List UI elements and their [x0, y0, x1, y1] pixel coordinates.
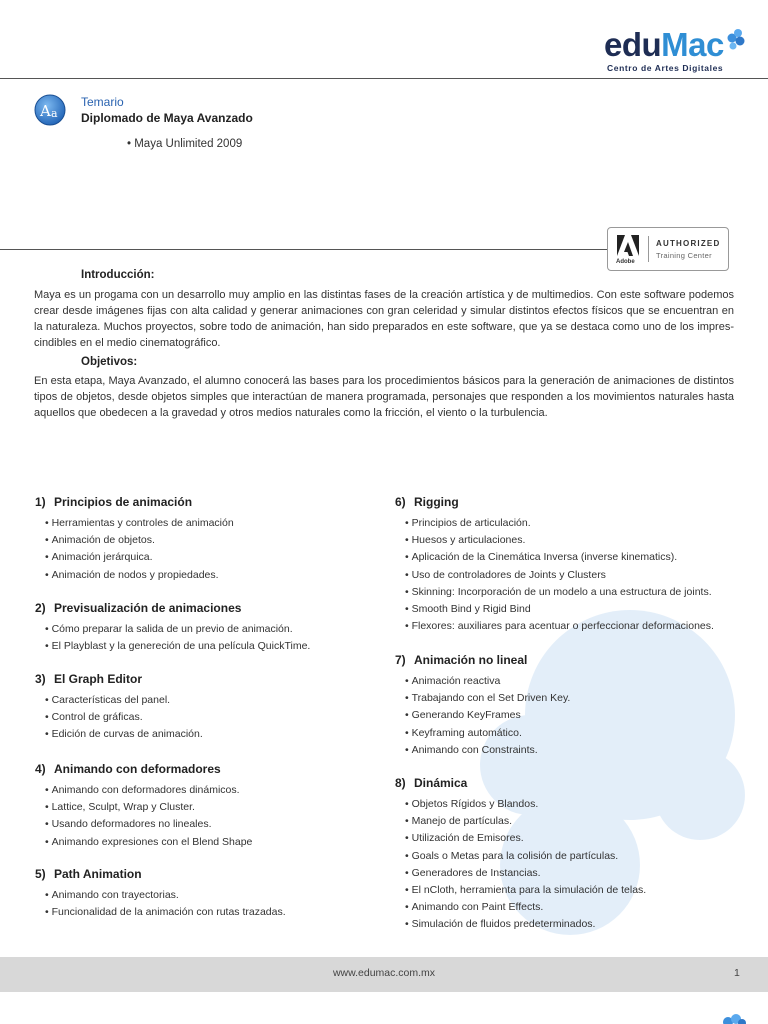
module-item: • Animación jerárquica.: [45, 549, 234, 566]
module-item: • Control de gráficas.: [45, 709, 203, 726]
module-item: • Manejo de partículas.: [405, 813, 646, 830]
module-number: 8): [395, 776, 406, 790]
module-item: • Trabajando con el Set Driven Key.: [405, 690, 570, 707]
module-title: Principios de animación: [54, 495, 193, 509]
module-item: • Smooth Bind y Rigid Bind: [405, 601, 714, 618]
objectives-heading: Objetivos:: [81, 356, 138, 368]
module-item: • Keyframing automático.: [405, 725, 570, 742]
module-title: Path Animation: [54, 867, 142, 881]
module-item: • Goals o Metas para la colisión de partículas.: [405, 848, 646, 865]
module-item: • Animando expresiones con el Blend Shape: [45, 834, 252, 851]
module-3: [35, 672, 203, 744]
header-divider: [0, 78, 768, 79]
module-item: • Simulación de fluidos predeterminados.: [405, 916, 646, 933]
module-item: • Aplicación de la Cinemática Inversa (inverse kinematics).: [405, 549, 714, 566]
module-item: • Utilización de Emisores.: [405, 830, 646, 847]
module-number: 5): [35, 867, 46, 881]
module-item: • Usando deformadores no lineales.: [45, 816, 252, 833]
footer-url: www.edumac.com.mx: [332, 967, 436, 979]
module-item: • Características del panel.: [45, 692, 203, 709]
edumac-logo: [600, 20, 750, 76]
course-title: Diplomado de Maya Avanzado: [81, 111, 253, 125]
module-item: • El nCloth, herramienta para la simulación de telas.: [405, 882, 646, 899]
software-version: • Maya Unlimited 2009: [127, 138, 243, 150]
module-item: • Lattice, Sculpt, Wrap y Cluster.: [45, 799, 252, 816]
module-title: El Graph Editor: [54, 672, 143, 686]
module-number: 2): [35, 601, 46, 615]
module-item: • Uso de controladores de Joints y Clusters: [405, 567, 714, 584]
module-item: • Principios de articulación.: [405, 515, 714, 532]
intro-heading: Introducción:: [81, 269, 155, 281]
page-number: 1: [734, 967, 740, 979]
badge-divider: [0, 249, 608, 250]
logo-wordmark: [604, 28, 724, 61]
module-item: • Animando con deformadores dinámicos.: [45, 782, 252, 799]
badge-authorized: AUTHORIZED: [656, 239, 721, 248]
module-item: • Animación de objetos.: [45, 532, 234, 549]
module-number: 6): [395, 495, 406, 509]
adobe-name: Adobe: [616, 259, 635, 265]
module-5: [35, 867, 286, 921]
module-item: • Skinning: Incorporación de un modelo a una estructura de joints.: [405, 584, 714, 601]
module-item: • Generadores de Instancias.: [405, 865, 646, 882]
svg-text:a: a: [51, 107, 58, 120]
module-title: Rigging: [414, 495, 459, 509]
module-item: • Generando KeyFrames: [405, 707, 570, 724]
module-item: • Objetos Rígidos y Blandos.: [405, 796, 646, 813]
module-item: • Herramientas y controles de animación: [45, 515, 234, 532]
module-2: [35, 601, 310, 655]
module-item: • Huesos y articulaciones.: [405, 532, 714, 549]
module-7: [395, 653, 570, 759]
intro-text: Maya es un progama con un desarrollo muy amplio en las distintas fases de la creación artística y de multimedios. Con este software podemos crear desde imágenes fijas con alta calidad y generar animaciones con gran celeridad y simular distintos efectos físicos que se encuentran en la naturaleza. Muchos proyectos, sobre todo de animación, han sido preparados en este software, que ya se destaca como uno de los impres-cindibles en el medio cinematográfico.: [34, 289, 734, 349]
module-title: Animación no lineal: [414, 653, 528, 667]
module-number: 4): [35, 762, 46, 776]
logo-mac: Mac: [661, 26, 724, 63]
svg-text:A: A: [40, 102, 51, 120]
module-1: [35, 495, 234, 584]
module-title: Previsualización de animaciones: [54, 601, 242, 615]
module-item: • Animación de nodos y propiedades.: [45, 567, 234, 584]
module-6: [395, 495, 714, 635]
page-footer: [0, 957, 768, 992]
module-item: • El Playblast y la genereción de una película QuickTime.: [45, 638, 310, 655]
module-item: • Animando con Constraints.: [405, 742, 570, 759]
module-item: • Animando con Paint Effects.: [405, 899, 646, 916]
module-number: 7): [395, 653, 406, 667]
module-4: [35, 762, 252, 851]
section-label: Temario: [81, 95, 124, 109]
module-number: 1): [35, 495, 46, 509]
logo-tagline: Centro de Artes Digitales: [607, 63, 724, 73]
module-item: • Animando con trayectorias.: [45, 887, 286, 904]
module-item: • Flexores: auxiliares para acentuar o perfeccionar deformaciones.: [405, 618, 714, 635]
logo-edu: edu: [604, 26, 662, 63]
badge-training-center: Training Center: [656, 251, 712, 260]
badge-separator: [648, 236, 649, 262]
module-item: • Animación reactiva: [405, 673, 570, 690]
module-8: [395, 776, 646, 934]
aa-font-icon: [34, 94, 66, 126]
objectives-text: En esta etapa, Maya Avanzado, el alumno conocerá las bases para los procedimientos básicos para la generación de animaciones de distintos tipos de objetos, desde objetos simples que interactúan de manera programada, personajes que responden a los movimientos naturales hasta aquellos que obedecen a la gravedad y otros medios naturales como la fricción, el viento o la turbulencia.: [34, 375, 734, 419]
module-item: • Cómo preparar la salida de un previo de animación.: [45, 621, 310, 638]
module-title: Animando con deformadores: [54, 762, 221, 776]
module-title: Dinámica: [414, 776, 468, 790]
adobe-authorized-badge: [607, 227, 729, 271]
module-number: 3): [35, 672, 46, 686]
module-item: • Funcionalidad de la animación con rutas trazadas.: [45, 904, 286, 921]
corner-bubbles-icon: [716, 1008, 756, 1024]
module-item: • Edición de curvas de animación.: [45, 726, 203, 743]
